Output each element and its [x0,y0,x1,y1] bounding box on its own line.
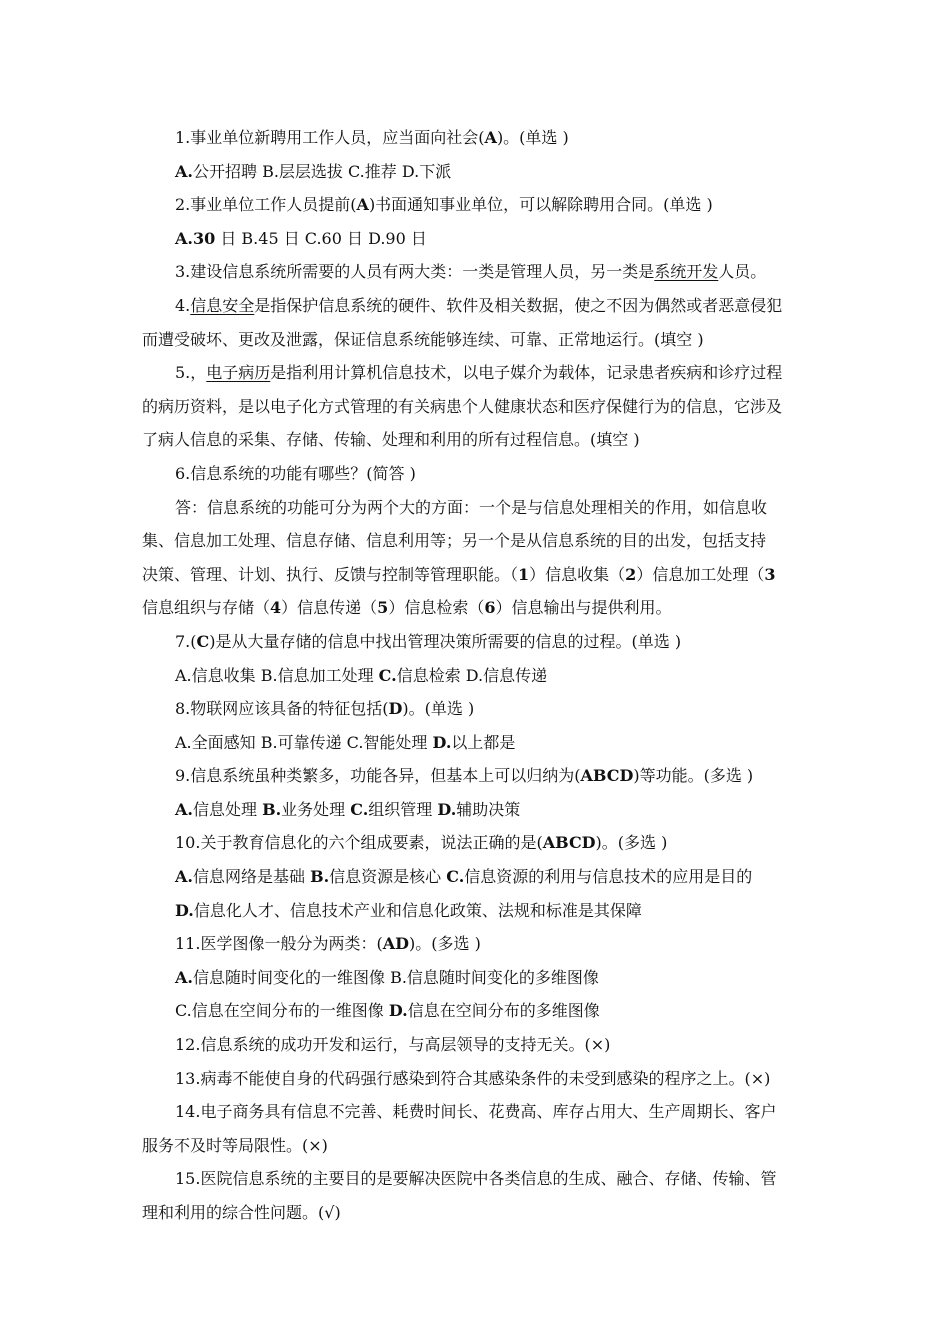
text-segment: 15.医院信息系统的主要目的是要解决医院中各类信息的生成、融合、存储、传输、管 [175,1169,777,1189]
bold-answer: A. [175,967,193,987]
bold-answer: D. [437,799,457,819]
text-segment: 4. [175,295,191,315]
bold-answer: A [356,195,369,215]
text-segment: ）信息加工处理（ [636,564,765,584]
text-line [142,356,810,390]
text-segment: 业务处理 [281,799,351,819]
text-segment: 信息组织与存储（ [142,598,271,618]
bold-answer: A.30 [175,228,216,248]
text-segment: 1.事业单位新聘用工作人员，应当面向社会( [175,128,485,147]
text-segment: 信息检索 D.信息传递 [396,665,548,685]
bold-answer: D. [175,900,194,920]
text-segment: A.全面感知 B.可靠传递 C.智能处理 [175,732,433,752]
text-segment: A.信息收集 B.信息加工处理 [175,665,379,685]
text-segment: 信息在空间分布的多维图像 [407,1001,600,1021]
text-segment: ）信息检索（ [388,598,485,618]
bold-answer: D. [432,732,452,752]
text-line [142,323,810,357]
text-line [142,927,810,961]
text-line [142,793,810,827]
text-line [142,1062,810,1096]
text-line [142,1196,810,1230]
text-segment: 理和利用的综合性问题。(√) [142,1203,341,1222]
text-line [142,961,810,995]
bold-answer: 6 [484,598,496,618]
text-segment: 而遭受破坏、更改及泄露，保证信息系统能够连续、可靠、正常地运行。(填空 ) [142,329,704,349]
text-segment: 公开招聘 B.层层选拔 C.推荐 D.下派 [192,161,452,181]
underlined-answer: 信息安全 [190,295,255,315]
text-line [142,558,810,592]
bold-answer: 2 [625,564,637,584]
text-line [142,591,810,625]
bold-answer: A. [175,867,193,887]
text-segment: C.信息在空间分布的一维图像 [175,1001,389,1021]
text-segment: 5.， [175,363,207,383]
text-segment: 10.关于教育信息化的六个组成要素，说法正确的是( [175,833,543,853]
text-line [142,255,810,289]
bold-answer: ABCD [580,766,634,786]
underlined-answer: 电子病历 [206,363,271,383]
text-line [142,491,810,525]
text-line [142,1095,810,1129]
text-segment: )等功能。(多选 ) [633,766,754,786]
text-segment: )是从大量存储的信息中找出管理决策所需要的信息的过程。(单选 ) [209,631,682,651]
text-line [142,826,810,860]
bold-answer: 4 [270,598,282,618]
text-line [142,894,810,928]
document-body [142,121,810,1230]
underlined-answer: 系统开发 [654,262,719,282]
bold-answer: B. [262,799,282,819]
bold-answer: 3 [764,564,776,584]
text-segment: 信息资源的利用与信息技术的应用是目的 [464,867,753,887]
bold-answer: A [484,128,497,147]
bold-answer: B. [310,867,330,887]
text-segment: 辅助决策 [456,799,521,819]
bold-answer: A. [175,799,193,819]
text-segment: 3.建设信息系统所需要的人员有两大类：一类是管理人员，另一类是 [175,262,655,282]
text-segment: 6.信息系统的功能有哪些？(简答 ) [175,463,416,483]
text-segment: )。(单选 ) [402,699,475,719]
text-segment: )。(多选 ) [595,833,668,853]
text-line [142,155,810,189]
bold-answer: ABCD [542,833,596,853]
text-line [142,659,810,693]
bold-answer: D. [388,1001,408,1021]
text-segment: 14.电子商务具有信息不完善、耗费时间长、花费高、库存占用大、生产周期长、客户 [175,1102,777,1122]
text-segment: 决策、管理、计划、执行、反馈与控制等管理职能。（ [142,564,519,584]
text-line [142,524,810,558]
text-line [142,726,810,760]
bold-answer: A. [175,161,193,181]
text-segment: 人员。 [718,262,767,282]
bold-answer: C. [446,867,465,887]
bold-answer: C. [350,799,369,819]
text-segment: 是指保护信息系统的硬件、软件及相关数据，使之不因为偶然或者恶意侵犯 [254,295,783,315]
text-segment: 是指利用计算机信息技术，以电子媒介为载体，记录患者疾病和诊疗过程 [270,363,783,383]
text-segment: 11.医学图像一般分为两类：( [175,934,383,954]
bold-answer: 5 [377,598,389,618]
text-segment: )书面通知事业单位，可以解除聘用合同。(单选 ) [368,195,713,215]
text-segment: 2.事业单位工作人员提前( [175,195,357,215]
text-segment: 信息处理 [192,799,263,819]
text-segment: 信息随时间变化的一维图像 B.信息随时间变化的多维图像 [192,967,599,987]
text-segment: 以上都是 [451,732,516,752]
text-segment: 12.信息系统的成功开发和运行，与高层领导的支持无关。(×) [175,1035,611,1055]
text-line [142,1129,810,1163]
bold-answer: AD [382,934,409,954]
text-segment: )。(多选 ) [409,934,481,954]
text-line [142,860,810,894]
text-line [142,457,810,491]
text-line [142,222,810,256]
text-line [142,423,810,457]
text-line [142,121,810,155]
text-segment: 了病人信息的采集、存储、传输、处理和利用的所有过程信息。(填空 ) [142,430,640,450]
text-line [142,1162,810,1196]
text-segment: ）信息传递（ [281,598,378,618]
text-line [142,188,810,222]
text-line [142,1028,810,1062]
text-line [142,625,810,659]
text-segment: 的病历资料，是以电子化方式管理的有关病患个人健康状态和医疗保健行为的信息，它涉及 [142,396,783,416]
text-segment: 8.物联网应该具备的特征包括( [175,699,389,719]
text-segment: 13.病毒不能使自身的代码强行感染到符合其感染条件的未受到感染的程序之上。(×) [175,1068,771,1088]
text-segment: 组织管理 [368,799,438,819]
text-segment: 答：信息系统的功能可分为两个大的方面：一个是与信息处理相关的作用，如信息收 [175,497,768,517]
text-segment: 信息网络是基础 [192,867,311,887]
text-line [142,759,810,793]
text-line [142,692,810,726]
text-segment: 服务不及时等局限性。(×) [142,1135,328,1155]
text-segment: ）信息输出与提供利用。 [495,598,672,618]
text-segment: 7.( [175,631,197,651]
text-segment: 信息化人才、信息技术产业和信息化政策、法规和标准是其保障 [193,900,642,920]
text-segment: 日 B.45 日 C.60 日 D.90 日 [215,228,427,248]
text-line [142,390,810,424]
text-segment: 信息资源是核心 [329,867,447,887]
text-line [142,994,810,1028]
text-segment: 集、信息加工处理、信息存储、信息利用等；另一个是从信息系统的目的出发，包括支持 [142,531,767,551]
text-segment: )。(单选 ) [496,128,569,147]
bold-answer: C [196,631,210,651]
text-line [142,289,810,323]
bold-answer: D [388,699,403,719]
bold-answer: 1 [518,564,530,584]
text-segment: ）信息收集（ [529,564,626,584]
bold-answer: C. [378,665,397,685]
text-segment: 9.信息系统虽种类繁多，功能各异，但基本上可以归纳为( [175,766,581,786]
